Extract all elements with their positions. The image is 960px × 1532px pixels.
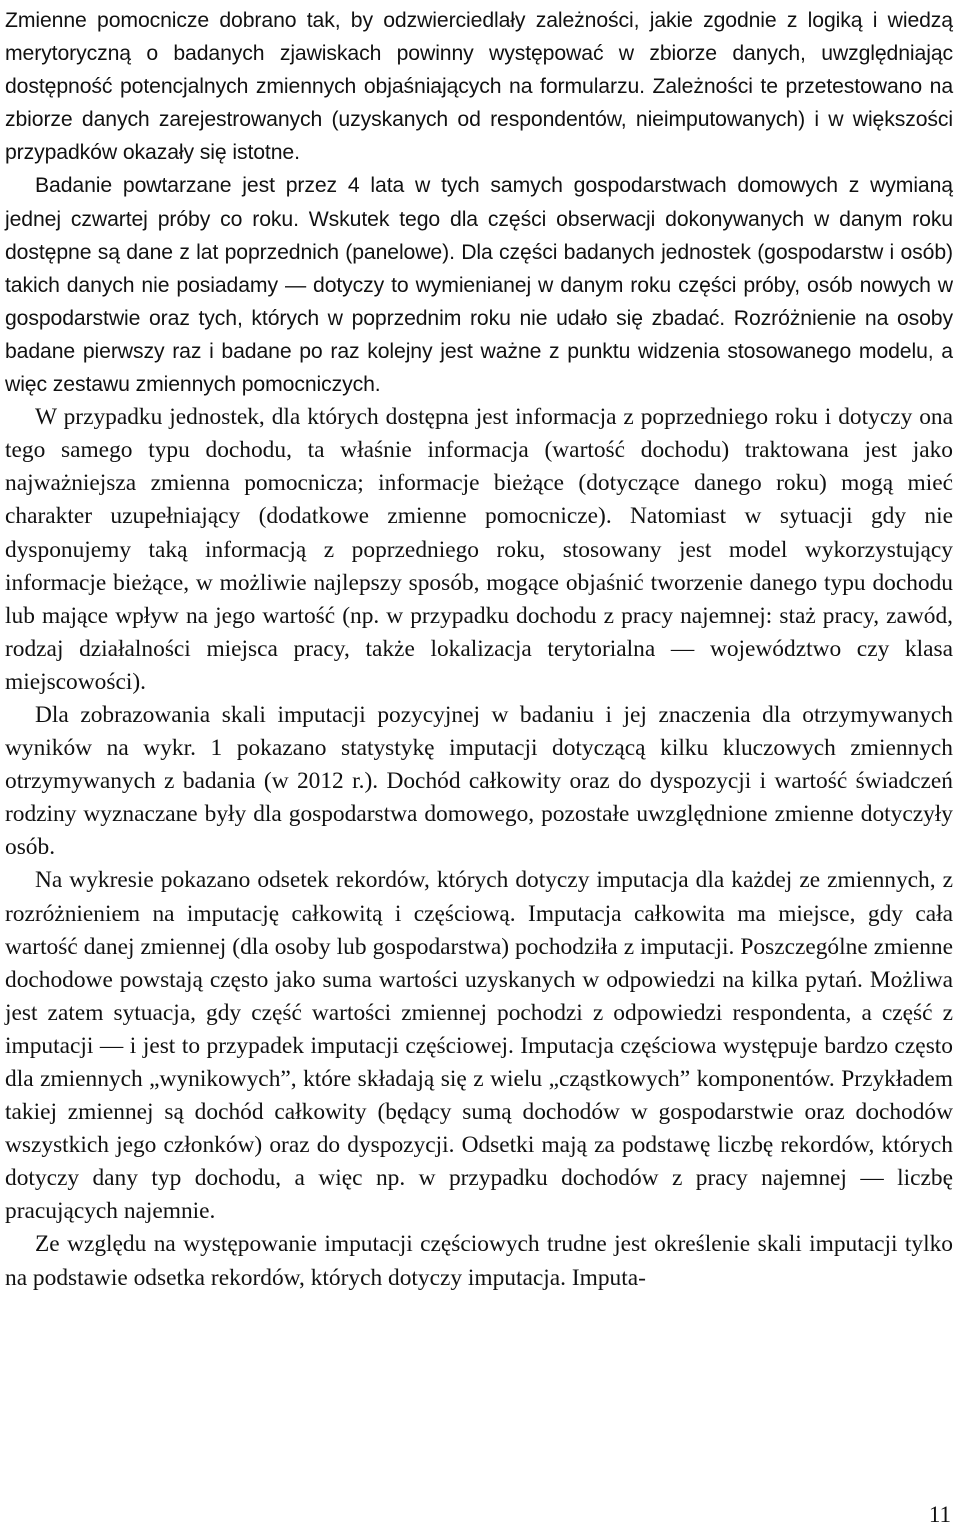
body-text: [5, 4, 953, 1295]
paragraph-4: Dla zobrazowania skali imputacji pozycyjnej w badaniu i jej znaczenia dla otrzymywanych wyników na wykr. 1 pokazano statystykę imputacji dotyczącą kilku kluczowych zmiennych otrzymywanych z badania (w 2012 r.). Dochód całkowity oraz do dyspozycji i wartość świadczeń rodziny wyznaczane były dla gospodarstwa domowego, pozostałe uwzględnione zmienne dotyczyły osób.: [5, 701, 953, 861]
paragraph-2: Badanie powtarzane jest przez 4 lata w tych samych gospodarstwach domowych z wymianą jednej czwartej próby co roku. Wskutek tego dla części obserwacji dokonywanych w danym roku dostępne są dane z lat poprzednich (panelowe). Dla części badanych jednostek (gospodarstw i osób) takich danych nie posiadamy — dotyczy to wymienianej w danym roku części próby, osób nowych w gospodarstwie oraz tych, których w poprzednim roku nie udało się zbadać. Rozróżnienie na osoby badane pierwszy raz i badane po raz kolejny jest ważne z punktu widzenia stosowanego modelu, a więc zestawu zmiennych pomocniczych.: [5, 174, 953, 397]
paragraph-6: Ze względu na występowanie imputacji częściowych trudne jest określenie skali imputacji tylko na podstawie odsetka rekordów, których dotyczy imputacja. Imputa-: [5, 1231, 953, 1291]
paragraph-1: Zmienne pomocnicze dobrano tak, by odzwierciedlały zależności, jakie zgodnie z logiką i wiedzą merytoryczną o badanych zjawiskach powinny występować w zbiorze danych, uwzględniając dostępność potencjalnych zmiennych objaśniających na formularzu. Zależności te przetestowano na zbiorze danych zarejestrowanych (uzyskanych od respondentów, nieimputowanych) i w większości przypadków okazały się istotne.: [5, 9, 953, 165]
paragraph-5: Na wykresie pokazano odsetek rekordów, których dotyczy imputacja dla każdej ze zmiennych, z rozróżnieniem na imputację całkowitą i częściową. Imputacja całkowita ma miejsce, gdy cała wartość danej zmiennej (dla osoby lub gospodarstwa) pochodziła z imputacji. Poszczególne zmienne dochodowe powstają często jako suma wartości uzyskanych w odpowiedzi na kilka pytań. Możliwa jest zatem sytuacja, gdy część wartości zmiennej pochodzi z odpowiedzi respondenta, a część z imputacji — i jest to przypadek imputacji częściowej. Imputacja częściowa występuje bardzo często dla zmiennych „wynikowych”, które składają się z wielu „cząstkowych” komponentów. Przykładem takiej zmiennej są dochód całkowity (będący sumą dochodów w gospodarstwie oraz dochodów wszystkich jego członków) oraz do dyspozycji. Odsetki mają za podstawę liczbę rekordów, których dotyczy dany typ dochodu, a więc np. w przypadku dochodów z pracy najemnej — liczbę pracujących najemnie.: [5, 867, 953, 1225]
page-number: 11: [928, 1502, 951, 1527]
paragraph-3: W przypadku jednostek, dla których dostępna jest informacja z poprzedniego roku i dotyczy ona tego samego typu dochodu, ta właśnie informacja (wartość dochodu) traktowana jest jako najważniejsza zmienna pomocnicza; informacje bieżące (dotyczące danego roku) mogą mieć charakter uzupełniający (dodatkowe zmienne pomocnicze). Natomiast w sytuacji gdy nie dysponujemy taką informacją z poprzedniego roku, stosowany jest model wykorzystujący informacje bieżące, w możliwie najlepszy sposób, mogące objaśnić tworzenie danego typu dochodu lub mające wpływ na jego wartość (np. w przypadku dochodu z pracy najemnej: staż pracy, zawód, rodzaj działalności miejsca pracy, także lokalizacja terytorialna — województwo czy klasa miejscowości).: [5, 404, 953, 695]
